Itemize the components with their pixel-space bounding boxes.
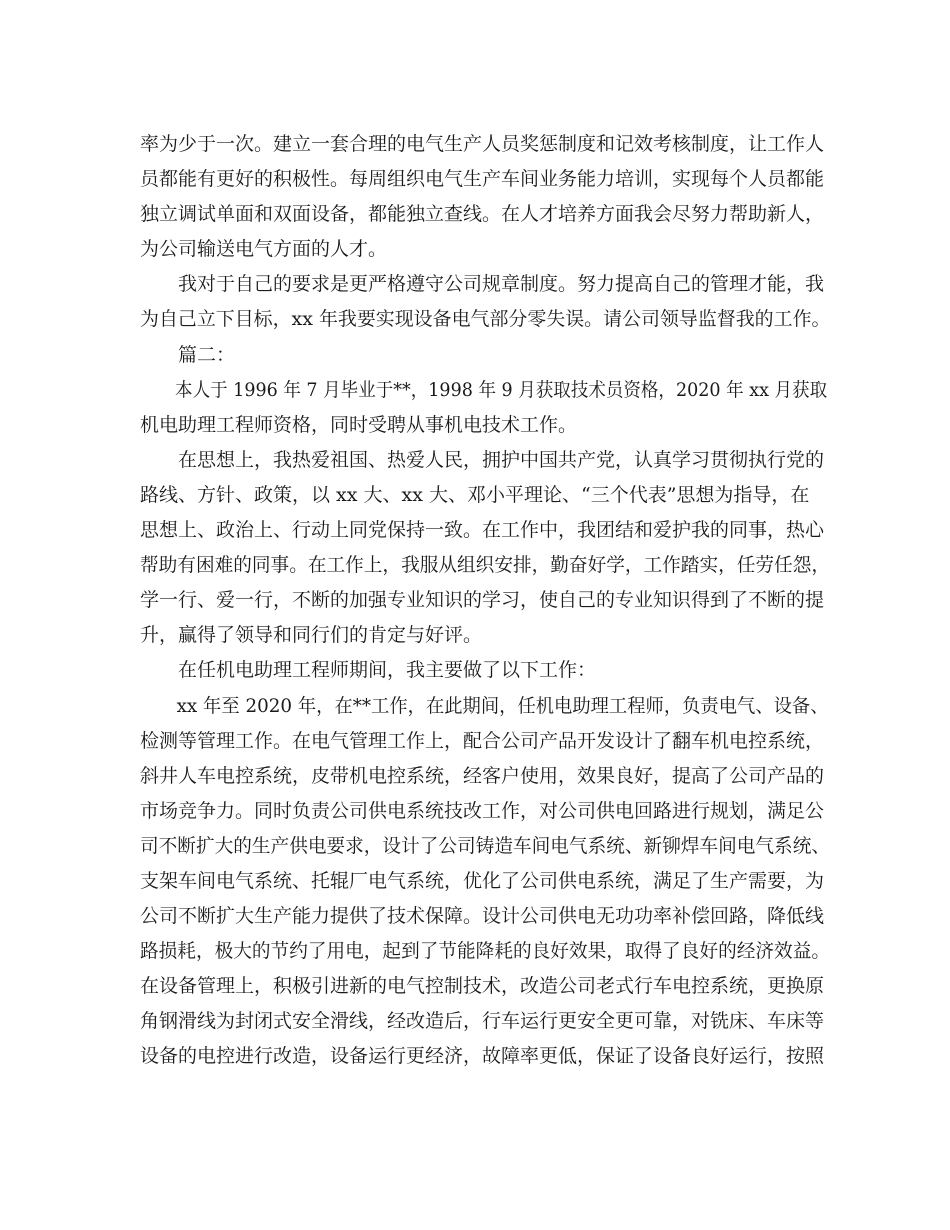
text-line: 我对于自己的要求是更严格遵守公司规章制度。努力提高自己的管理才能，我	[178, 273, 825, 296]
text-line: 在任机电助理工程师期间，我主要做了以下工作：	[178, 659, 597, 682]
document-body	[140, 127, 830, 1075]
text-line: 公司不断扩大生产能力提供了技术保障。设计公司供电无功功率补偿回路，降低线	[140, 905, 825, 928]
text-line: 为自己立下目标，xx 年我要实现设备电气部分零失误。请公司领导监督我的工作。	[140, 308, 831, 331]
text-line: 司不断扩大的生产供电要求，设计了公司铸造车间电气系统、新铆焊车间电气系统、	[140, 834, 831, 857]
text-line: 斜井人车电控系统，皮带机电控系统，经客户使用，效果良好，提高了公司产品的	[140, 764, 825, 787]
text-line: 路线、方针、政策，以 xx 大、xx 大、邓小平理论、“三个代表”思想为指导，在	[140, 483, 810, 506]
text-line: 篇二：	[178, 343, 236, 366]
text-line: 帮助有困难的同事。在工作上，我服从组织安排，勤奋好学，工作踏实，任劳任怨，	[140, 554, 831, 577]
text-line: 升，赢得了领导和同行们的肯定与好评。	[140, 624, 483, 647]
text-line: 在设备管理上，积极引进新的电气控制技术，改造公司老式行车电控系统，更换原	[140, 975, 825, 998]
text-line: 本人于 1996 年 7 月毕业于**，1998 年 9 月获取技术员资格，2020 年 xx 月获取	[175, 378, 828, 401]
text-line: 检测等管理工作。在电气管理工作上，配合公司产品开发设计了翻车机电控系统，	[140, 729, 825, 752]
text-line: 在思想上，我热爱祖国、热爱人民，拥护中国共产党，认真学习贯彻执行党的	[178, 448, 825, 471]
text-line: 市场竞争力。同时负责公司供电系统技改工作，对公司供电回路进行规划，满足公	[140, 799, 825, 822]
text-line: 设备的电控进行改造，设备运行更经济，故障率更低，保证了设备良好运行，按照	[140, 1045, 825, 1068]
text-line: 学一行、爱一行，不断的加强专业知识的学习，使自己的专业知识得到了不断的提	[140, 589, 825, 612]
text-line: 支架车间电气系统、托辊厂电气系统，优化了公司供电系统，满足了生产需要，为	[140, 869, 825, 892]
text-line: xx 年至 2020 年，在**工作，在此期间，任机电助理工程师，负责电气、设备、	[176, 694, 829, 717]
text-line: 机电助理工程师资格，同时受聘从事机电技术工作。	[140, 413, 578, 436]
text-line: 率为少于一次。建立一套合理的电气生产人员奖惩制度和记效考核制度，让工作人	[140, 133, 825, 155]
text-line: 员都能有更好的积极性。每周组织电气生产车间业务能力培训，实现每个人员都能	[140, 168, 825, 191]
text-line: 独立调试单面和双面设备，都能独立查线。在人才培养方面我会尽努力帮助新人，	[140, 203, 825, 226]
text-line: 角钢滑线为封闭式安全滑线，经改造后，行车运行更安全更可靠，对铣床、车床等	[140, 1010, 825, 1033]
text-line: 思想上、政治上、行动上同党保持一致。在工作中，我团结和爱护我的同事，热心	[140, 519, 825, 542]
text-line: 为公司输送电气方面的人才。	[140, 238, 388, 261]
text-line: 路损耗，极大的节约了用电，起到了节能降耗的良好效果，取得了良好的经济效益。	[140, 940, 831, 963]
